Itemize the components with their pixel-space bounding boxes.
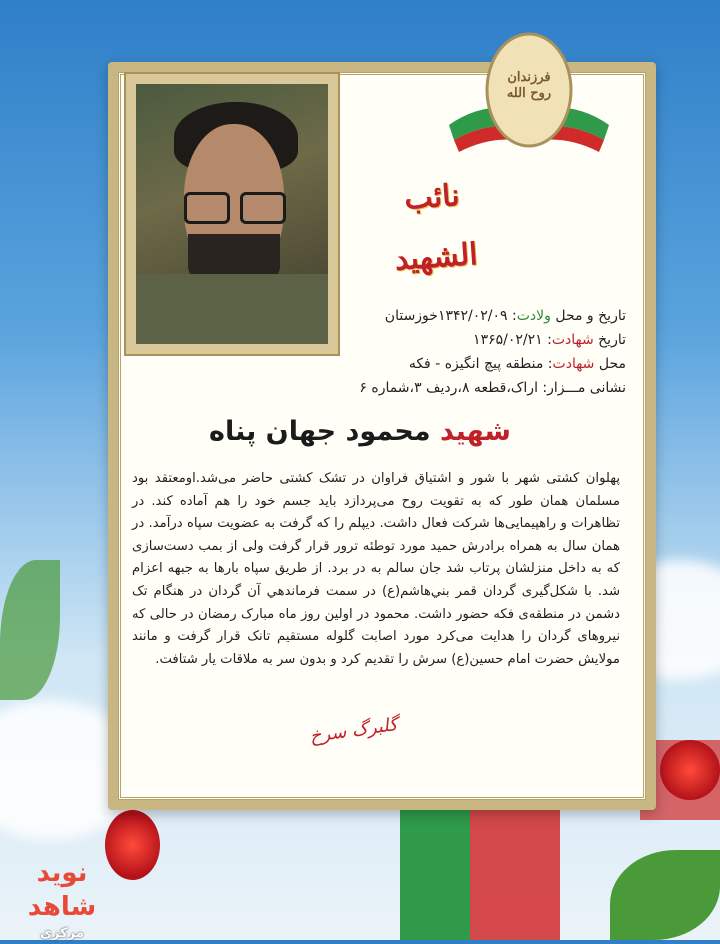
martyr-name <box>120 404 600 460</box>
navid-shahed-logo <box>16 856 108 941</box>
info-birth-row <box>226 304 626 328</box>
martyr-name-prefix: شهید <box>439 416 511 447</box>
info-birth-label-prefix: تاریخ و محل <box>550 308 626 324</box>
emblem-calligraphy-text: فرزندان روح الله <box>506 70 552 101</box>
martyr-info <box>226 304 626 400</box>
info-martyr-place-label-key: شهادت <box>552 356 595 372</box>
flower-decor <box>105 810 160 880</box>
logo-main-text: نوید شاهد <box>27 858 97 922</box>
info-martyr-date-label-key: شهادت <box>551 332 594 348</box>
info-grave-row <box>226 376 626 400</box>
calligraphy-emblem <box>444 30 614 160</box>
info-martyr-date-label-prefix: تاریخ <box>593 332 626 348</box>
flower-decor <box>660 740 720 800</box>
martyr-full-name: محمود جهان پناه <box>209 416 440 447</box>
portrait-glasses-right <box>240 192 286 224</box>
info-martyr-date-value: : ۱۳۶۵/۰۲/۲۱ <box>473 332 552 348</box>
martyr-title-badge: نائب الشهید <box>393 178 479 278</box>
info-grave-label: نشانی مـــزار <box>547 380 626 396</box>
info-martyr-place-row <box>226 352 626 376</box>
info-birth-value: : ۱۳۴۲/۰۲/۰۹خوزستان <box>384 308 517 324</box>
logo-sub-text: مرکزی <box>40 926 84 941</box>
info-martyr-date-row <box>226 328 626 352</box>
info-grave-value: : اراک،قطعه ۸،ردیف ۳،شماره ۶ <box>359 380 548 396</box>
flag-green-stripe <box>400 800 470 940</box>
portrait-glasses-left <box>184 192 230 224</box>
martyr-biography: پهلوان کشتی شهر با شور و اشتیاق فراوان در تشک کشتی حاضر می‌شد.اومعتقد بود مسلمان همان طور که به تقویت روح می‌پردازد باید جسم خود را هم آماده کند. در تظاهرات و راهپیمایی‌ها شرکت فعال داشت. دیپلم را که گرفت به عضویت سپاه درآمد. در همان سال به همراه برادرش حمید مورد توطئه ترور قرار گرفت ولی از بمب دست‌سازی که به داخل منزلشان پرتاب شد جان سالم به در برد. از طریق سپاه بارها به جبهه اعزام شد. با شکل‌گیری گردان قمر بني‌هاشم(ع) در سمت فرماندهي آن گردان در هنگام تک دشمن در منطقه‌ی فکه حضور داشت. محمود در اولین روز ماه مبارک رمضان در حالی که نیروهای گردان را هدایت می‌کرد مورد اصابت گلوله مستقیم تانک قرار گرفت و مانند مولایش حضرت امام حسین(ع) سرش را تقدیم کرد و بدون سر به ملاقات یار شتافت. <box>132 471 620 667</box>
leaf-decor <box>0 560 60 700</box>
info-martyr-place-label-prefix: محل <box>594 356 626 372</box>
info-martyr-place-value: : منطقه پیچ انگیزه - فکه <box>408 356 553 372</box>
leaf-decor <box>610 850 720 940</box>
info-birth-label-key: ولادت <box>516 308 551 324</box>
signature-mark: گلبرگ سرخ <box>308 714 399 748</box>
flag-red-stripe <box>470 800 560 940</box>
